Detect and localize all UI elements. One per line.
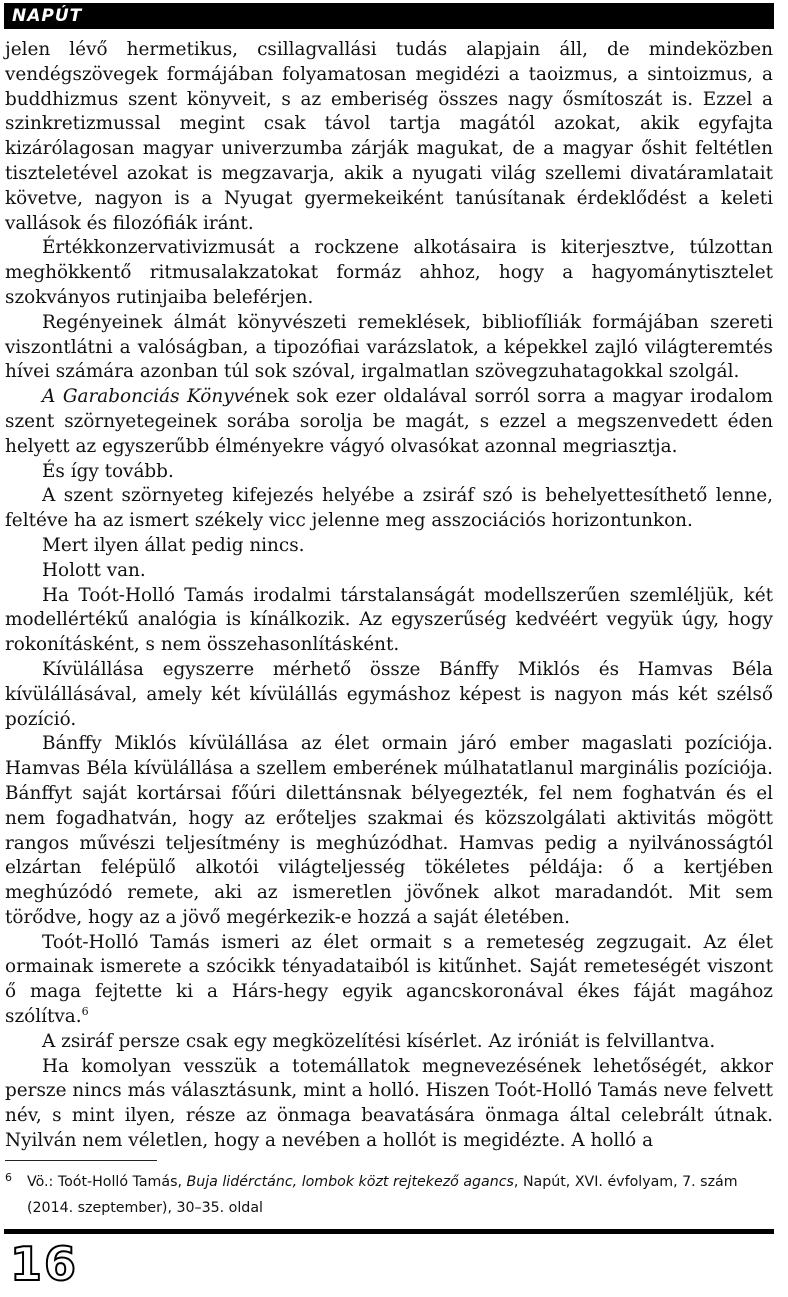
paragraph: Ha Toót-Holló Tamás irodalmi társtalanságát modellszerűen szemléljük, két modellértékű analógia is kínálkozik. Az egyszerűség kedvéért vegyük úgy, hogy rokonításként, s nem összehasonlításként.: [5, 584, 773, 656]
article-body: [5, 38, 773, 1154]
paragraph: Bánffy Miklós kívülállása az élet ormain járó ember magaslati pozíciója. Hamvas Béla kívülállása a szellem emberének múlhatatlanul marginális pozíciója. Bánffyt saját kortársai főúri dilettánsnak bélyegezték, fel nem foghatván és el nem fogadhatván, hogy az erőteljes szakmai és közszolgálati aktivitás mögött rangos művészi teljesítmény is meghúzódhat. Hamvas pedig a nyilvánosságtól elzártan felépülő alkotói világteljesség tökéletes példája: ő a kertjében meghúzódó remete, aki az ismeretlen jövőnek alkot maradandót. Mit sem törődve, hogy az a jövő megérkezik-e hozzá a saját életében.: [5, 733, 773, 928]
footnote-prefix: Vö.: Toót-Holló Tamás,: [27, 1174, 187, 1190]
paragraph-text: Toót-Holló Tamás ismeri az élet ormait s a remeteség zegzugait. Az élet ormainak ismerete a szócikk tényadataiból is kitűnhet. Saját remeteségét viszont ő maga fejtette ki a Hárs-hegy egyik agancskoronával ékes fáját magához szólítva.: [5, 931, 773, 1028]
paragraph: Ha komolyan vesszük a totemállatok megnevezésének lehetőségét, akkor persze nincs más választásunk, mint a holló. Hiszen Toót-Holló Tamás neve felvett név, s mint ilyen, része az önmaga beavatására önmaga által celebrált útnak. Nyilván nem véletlen, hogy a nevében a hollót is megidézte. A holló a: [5, 1055, 773, 1152]
page-number: 16: [10, 1237, 79, 1291]
paragraph-garabonciás: [5, 385, 773, 459]
paragraph: Kívülállása egyszerre mérhető össze Bánffy Miklós és Hamvas Béla kívülállásával, amely két kívülállás egymáshoz képest is nagyon más két szélső pozíció.: [5, 658, 773, 730]
footnote: [5, 1169, 773, 1221]
footnote-title: Buja lidérctánc, lombok közt rejtekező agancs: [186, 1174, 514, 1190]
paragraph: Mert ilyen állat pedig nincs.: [42, 534, 305, 556]
footnote-text: [27, 1169, 767, 1221]
paragraph-text: nek sok ezer oldalával sorról sorra a magyar irodalom szent szörnyetegeinek sorába sorolja be magát, s ezzel a megszenvedett éden helyett az egyszerűbb élményekre vágyó olvasókat azonnal megriasztja.: [5, 386, 774, 457]
footnote-reference[interactable]: 6: [81, 1004, 89, 1018]
paragraph: Regényeinek álmát könyvészeti remeklések, bibliofíliák formájában szereti viszontlátni a valóságban, a tipozófiai varázslatok, a képekkel zajló világteremtés hívei számára azonban túl sok szóval, irgalmatlan szövegzuhatagokkal szolgál.: [5, 311, 773, 383]
paragraph-remeteseg: [5, 931, 773, 1030]
footnote-divider: [5, 1160, 157, 1161]
paragraph: Holott van.: [42, 559, 146, 581]
footnote-suffix: , Napút, XVI. évfolyam, 7. szám (2014. szeptember), 30–35. oldal: [27, 1174, 738, 1216]
paragraph: Értékkonzervativizmusát a rockzene alkotásaira is kiterjesztve, túlzottan meghökkentő ritmusalakzatokat formáz ahhoz, hogy a hagyománytisztelet szokványos rutinjaiba beleférjen.: [5, 237, 773, 308]
header-bar: [4, 3, 774, 29]
paragraph: És így tovább.: [42, 460, 174, 482]
book-title: A Garabonciás Könyvé: [42, 386, 255, 408]
paragraph: A szent szörnyeteg kifejezés helyébe a zsiráf szó is behelyettesíthető lenne, feltéve ha az ismert székely vicc jelenne meg asszociációs horizontunkon.: [5, 485, 773, 532]
bottom-divider: [4, 1229, 774, 1234]
footnote-number: 6: [5, 1171, 12, 1184]
paragraph: A zsiráf persze csak egy megközelítési kísérlet. Az iróniát is felvillantva.: [42, 1030, 716, 1052]
paragraph: jelen lévő hermetikus, csillagvallási tudás alapjain áll, de mindeközben vendégszövegek formájában folyamatosan megidézi a taoizmus, a sintoizmus, a buddhizmus szent könyveit, s az emberiség összes nagy ősmítoszát is. Ezzel a szinkretizmussal megint csak távol tartja magától azokat, akik egyfajta kizárólagosan magyar univerzumba zárják magukat, de a magyar őshit feltétlen tiszteletével azokat is megzavarja, akik a nyugati világ szellemi divatáramlatait követve, nagyon is a Nyugat gyermekeiként tanúsítanak érdeklődést a keleti vallások és filozófiák iránt.: [5, 39, 773, 234]
journal-logo: NAPÚT: [12, 6, 83, 26]
